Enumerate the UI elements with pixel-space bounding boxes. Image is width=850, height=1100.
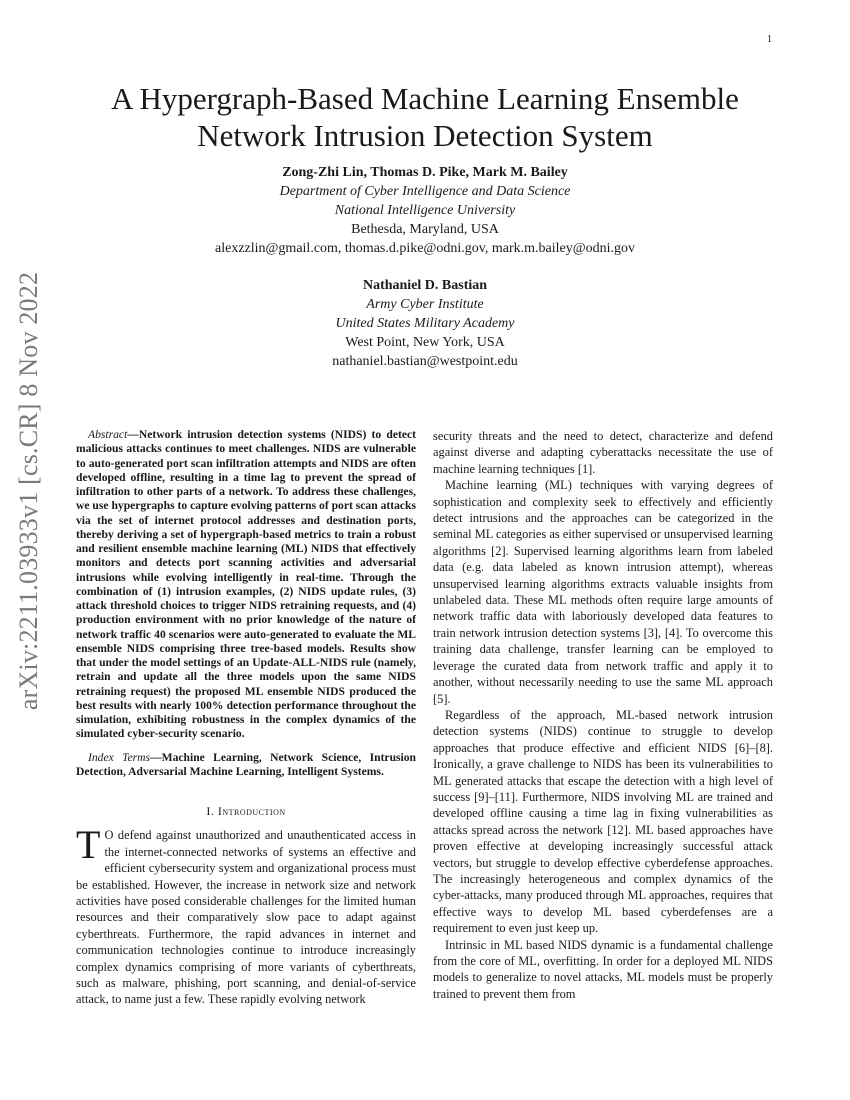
left-column	[76, 428, 416, 1008]
drop-cap: T	[76, 822, 101, 868]
author-department: Army Cyber Institute	[366, 297, 484, 312]
intro-paragraph	[76, 822, 416, 1007]
body-paragraph: Machine learning (ML) techniques with varying degrees of sophistication and complexity seek to effectively and efficiently detect intrusions and the approaches can be categorized in the seminal ML categories as either supervised or unsupervised learning algorithms [2]. Supervised learning algorithms learn from labeled data (e.g. data labeled as known intrusion attempt), whereas unsupervised learning algorithms extracts valuable insights from unlabeled data. These ML methods often require large amounts of network traffic data with laboriously developed data features to train network intrusion detection systems [3], [4]. To overcome this training data challenge, transfer learning can be employed to leverage the curated data from network traffic and apply it to another, without necessarily needing to use the same ML approach [5].	[433, 478, 773, 706]
author-institution: National Intelligence University	[334, 203, 516, 218]
author-department: Department of Cyber Intelligence and Data Science	[279, 184, 571, 199]
intro-paragraph-text: O defend against unauthorized and unauthenticated access in the internet-connected networks of systems an effective and efficient cybersecurity system and organizational process must be established. However, the increase in network size and network activities have posed considerable challenges for the limited human resources and their comparatively slow pace to adapt against cyberthreats. Furthermore, the rapid advances in internet and communication technologies continue to introduce increasingly complex dynamics comprising of more variants of cyberthreats, such as malware, phishing, port scanning, and denial-of-service attack, to name just a few. These rapidly evolving network	[76, 828, 416, 1007]
abstract-text: —Network intrusion detection systems (NIDS) to detect malicious attacks continues to meet challenges. NIDS are vulnerable to auto-generated port scan infiltration attempts and NIDS are often developed offline, resulting in a time lag to prevent the spread of infiltration to other parts of a network. To address these challenges, we use hypergraphs to capture evolving patterns of port scan attacks via the set of internet protocol addresses and destination ports, thereby deriving a set of hypergraph-based metrics to train a robust and resilient ensemble machine learning (ML) NIDS that effectively monitors and detects port scanning activities and adversarial intrusions while evolving intelligently in real-time. Through the combination of (1) intrusion examples, (2) NIDS update rules, (3) attack threshold choices to trigger NIDS retraining requests, and (4) production environment with no prior knowledge of the nature of network traffic 40 scenarios were auto-generated to evaluate the ML ensemble NIDS comprising three tree-based models. Results show that under the model settings of an Update-ALL-NIDS rule (namely, retrain and update all the three models upon the same NIDS retraining request) the proposed ML ensemble NIDS produced the best results with nearly 100% detection performance throughout the simulation, exhibiting robustness in the complex dynamics of the simulated cyber-security scenario.	[76, 428, 416, 741]
arxiv-identifier: arXiv:2211.03933v1 [cs.CR] 8 Nov 2022	[14, 271, 44, 711]
author-location: Bethesda, Maryland, USA	[351, 222, 499, 237]
author-emails: nathaniel.bastian@westpoint.edu	[332, 354, 518, 369]
author-location: West Point, New York, USA	[345, 335, 505, 350]
index-terms-label: Index Terms	[88, 750, 151, 764]
body-paragraph: Regardless of the approach, ML-based network intrusion detection systems (NIDS) continue to struggle to develop approaches that produce effective and efficient NIDS [6]–[8]. Ironically, a grave challenge to NIDS has been its vulnerabilities to ML generated attacks that escape the detection with a high level of success [9]–[11]. Furthermore, NIDS involving ML are trained and developed offline causing a time lag in fixing vulnerabilities as attacks spread across the network [12]. ML based approaches have proven effective at developing increasingly successful attack vectors, but struggle to develop effective cyberdefense approaches. The increasingly heterogeneous and complex dynamics of the cyber-attacks, many produced through ML approaches, requires that effective ways to develop ML based cyberdefenses are a requirement to even just keep up.	[433, 707, 773, 936]
page-number: 1	[767, 34, 772, 45]
abstract	[76, 428, 416, 742]
section-heading-introduction: I. Introduction	[206, 804, 286, 818]
author-emails: alexzzlin@gmail.com, thomas.d.pike@odni.gov, mark.m.bailey@odni.gov	[215, 241, 635, 256]
body-paragraph: Intrinsic in ML based NIDS dynamic is a fundamental challenge from the core of ML, overfitting. In order for a deployed ML NIDS models to generalize to novel attacks, ML models must be properly trained to prevent them from	[433, 937, 773, 1001]
author-names: Zong-Zhi Lin, Thomas D. Pike, Mark M. Bailey	[282, 165, 568, 180]
author-names: Nathaniel D. Bastian	[362, 278, 488, 293]
paper-title: A Hypergraph-Based Machine Learning Ensemble Network Intrusion Detection System	[111, 81, 739, 153]
author-block-1	[100, 163, 750, 258]
index-terms-text: —Machine Learning, Network Science, Intrusion Detection, Adversarial Machine Learning, Intelligent Systems.	[76, 750, 416, 778]
author-institution: United States Military Academy	[335, 316, 515, 331]
right-column	[433, 428, 773, 1002]
body-paragraph: security threats and the need to detect, characterize and defend against diverse and adapting cyberattacks necessitate the use of machine learning techniques [1].	[433, 429, 773, 476]
author-block-2	[100, 276, 750, 371]
abstract-label: Abstract	[88, 428, 128, 441]
index-terms	[76, 751, 416, 780]
arxiv-stamp	[11, 271, 47, 711]
